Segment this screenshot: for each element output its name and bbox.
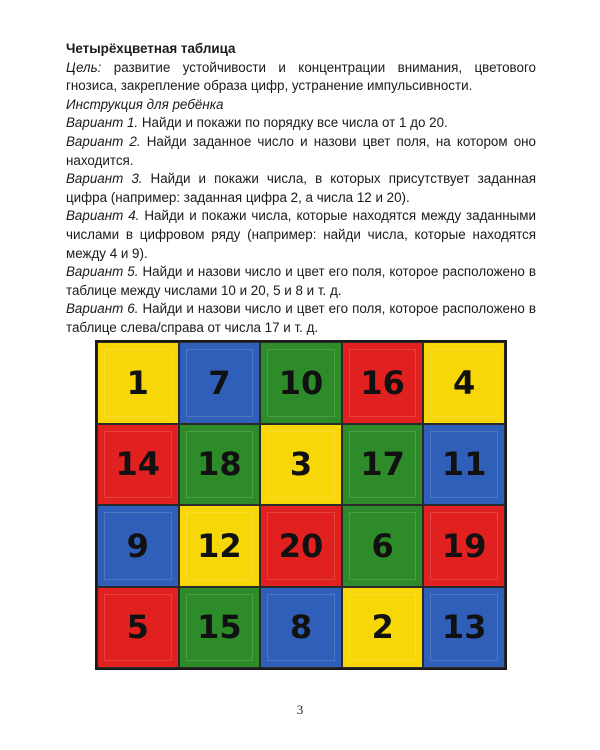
table-cell: 11	[423, 424, 505, 506]
variant-5	[66, 263, 536, 300]
table-cell: 6	[342, 505, 424, 587]
variant-label: Вариант 4.	[66, 208, 140, 224]
variant-text: Найди и покажи числа, в которых присутствует заданная цифра (например: заданная цифра 2, а числа 12 и 20).	[66, 171, 536, 205]
variant-label: Вариант 5.	[66, 264, 139, 280]
variant-text: Найди и покажи числа, которые находятся между заданными числами в цифровом ряду (например: найди числа, которые находятся между 4 и 9).	[66, 208, 536, 261]
variant-1	[66, 114, 536, 133]
variant-text: Найди и назови число и цвет его поля, которое расположено в таблице между числами 10 и 20, 5 и 8 и т. д.	[66, 264, 536, 298]
table-cell: 13	[423, 587, 505, 669]
table-cell: 1	[97, 342, 179, 424]
variant-text: Найди и назови число и цвет его поля, которое расположено в таблице слева/справа от числа 17 и т. д.	[66, 301, 536, 335]
variant-label: Вариант 1.	[66, 115, 139, 131]
variant-text: Найди заданное число и назови цвет поля, на котором оно находится.	[66, 133, 536, 168]
table-cell: 8	[260, 587, 342, 669]
goal-text: развитие устойчивости и концентрации внимания, цветового гнозиса, закрепление образа цифр, устранение импульсивности.	[66, 59, 536, 94]
table-cell: 15	[179, 587, 261, 669]
table-cell: 7	[179, 342, 261, 424]
table-cell: 2	[342, 587, 424, 669]
table-cell: 12	[179, 505, 261, 587]
instructions-text	[66, 40, 536, 338]
page-number: 3	[296, 702, 304, 717]
variant-label: Вариант 2.	[66, 133, 141, 149]
table-cell: 3	[260, 424, 342, 506]
variant-text: Найди и покажи по порядку все числа от 1 до 20.	[138, 115, 448, 131]
table-cell: 20	[260, 505, 342, 587]
page-title: Четырёхцветная таблица	[66, 41, 236, 56]
table-cell: 10	[260, 342, 342, 424]
variant-label: Вариант 6.	[66, 301, 139, 317]
four-color-table	[95, 340, 507, 670]
goal-paragraph	[66, 59, 536, 96]
table-cell: 9	[97, 505, 179, 587]
variant-3	[66, 170, 536, 207]
goal-label: Цель:	[66, 59, 102, 75]
variant-2	[66, 133, 536, 170]
variant-label: Вариант 3.	[66, 171, 143, 187]
variant-6	[66, 300, 536, 337]
variant-4	[66, 207, 536, 263]
table-cell: 17	[342, 424, 424, 506]
instruction-heading: Инструкция для ребёнка	[66, 96, 224, 112]
table-cell: 4	[423, 342, 505, 424]
table-cell: 14	[97, 424, 179, 506]
table-cell: 18	[179, 424, 261, 506]
table-cell: 19	[423, 505, 505, 587]
table-cell: 16	[342, 342, 424, 424]
table-cell: 5	[97, 587, 179, 669]
